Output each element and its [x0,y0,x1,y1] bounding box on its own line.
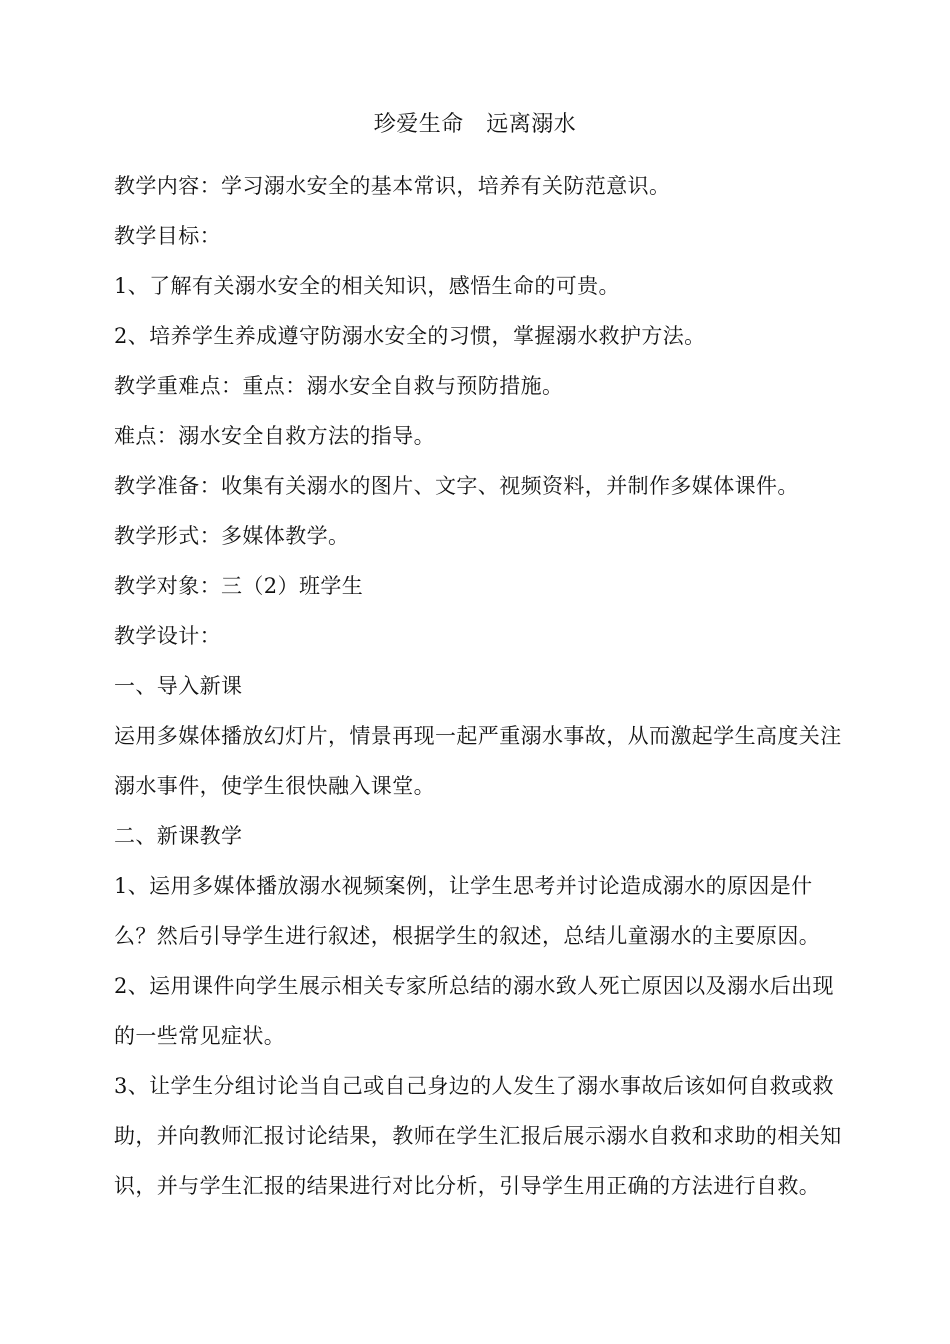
paragraph-preparation: 教学准备：收集有关溺水的图片、文字、视频资料，并制作多媒体课件。 [114,474,799,498]
paragraph-teaching-content: 教学内容：学习溺水安全的基本常识，培养有关防范意识。 [114,174,671,198]
paragraph-step-2: 2、运用课件向学生展示相关专家所总结的溺水致人死亡原因以及溺水后出现的一些常见症状。 [114,974,834,1048]
paragraph-teaching-audience: 教学对象：三（2）班学生 [114,574,364,598]
paragraph-step-3: 3、让学生分组讨论当自己或自己身边的人发生了溺水事故后该如何自救或救助，并向教师汇报讨论结果，教师在学生汇报后展示溺水自救和求助的相关知识，并与学生汇报的结果进行对比分析，引导学生用正确的方法进行自救。 [114,1074,842,1198]
paragraph-goal-2: 2、培养学生养成遵守防溺水安全的习惯，掌握溺水救护方法。 [114,324,706,348]
paragraph-teaching-form: 教学形式：多媒体教学。 [114,524,350,548]
paragraph-step-1: 1、运用多媒体播放溺水视频案例，让学生思考并讨论造成溺水的原因是什么？然后引导学生进行叙述，根据学生的叙述，总结儿童溺水的主要原因。 [114,874,821,948]
paragraph-teaching-design-heading: 教学设计： [114,624,221,648]
paragraph-goal-1: 1、了解有关溺水安全的相关知识，感悟生命的可贵。 [114,274,620,298]
paragraph-introduction: 运用多媒体播放幻灯片，情景再现一起严重溺水事故，从而激起学生高度关注溺水事件，使学生很快融入课堂。 [114,724,842,798]
paragraph-key-points: 教学重难点：重点：溺水安全自救与预防措施。 [114,374,564,398]
section-heading-introduction: 一、导入新课 [114,674,243,698]
document-title: 珍爱生命 远离溺水 [373,112,577,137]
paragraph-difficulty: 难点：溺水安全自救方法的指导。 [114,424,435,448]
section-heading-new-lesson: 二、新课教学 [114,824,243,848]
paragraph-teaching-goals-heading: 教学目标： [114,224,221,248]
document-body [114,161,854,1211]
